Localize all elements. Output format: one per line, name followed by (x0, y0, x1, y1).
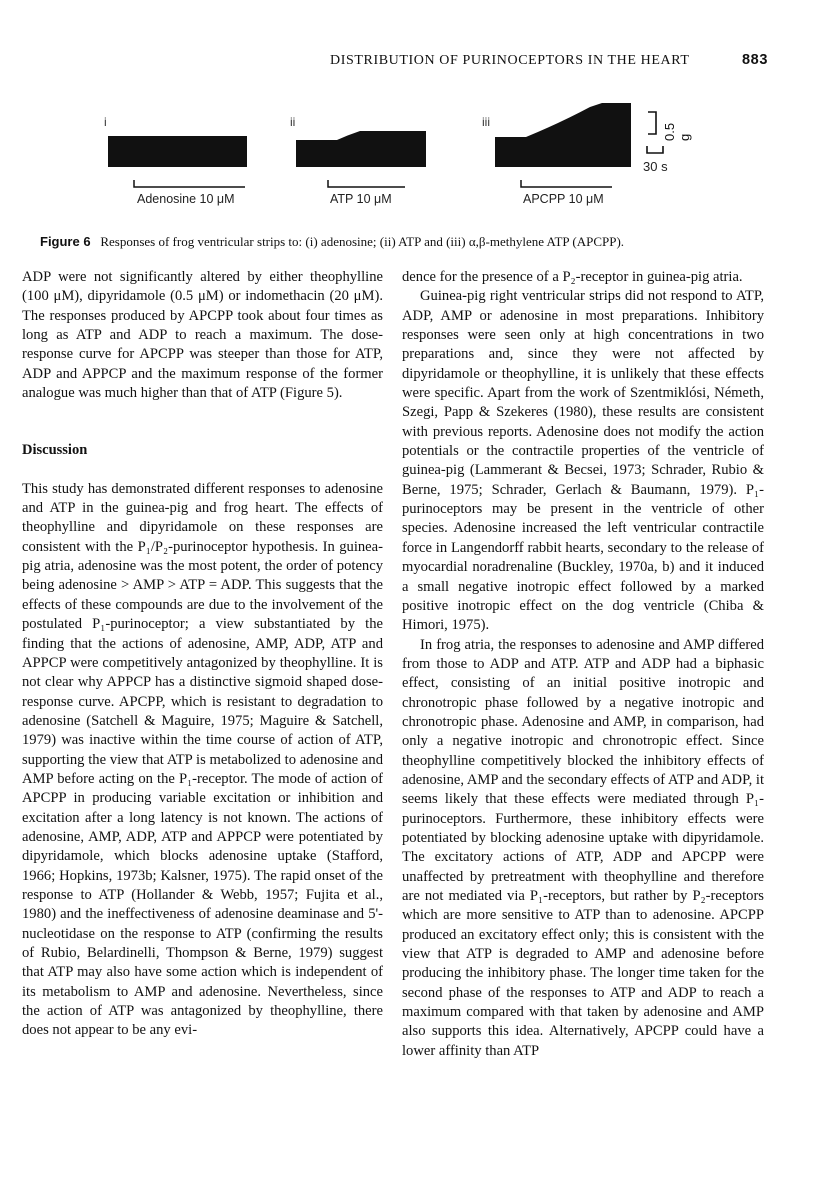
running-header (330, 53, 768, 75)
page-number: 883 (742, 52, 768, 68)
left-paragraph-2: This study has demonstrated different responses to adenosine and ATP in the guinea-pig and frog heart. The effects of theophylline and dipyridamole on these responses are consistent with the P₁/P₂-purinoceptor hypothesis. In guinea-pig atria, adenosine was the most potent, the order of potency being adenosine > AMP > ATP = ADP. This suggests that the effects of these compounds are due to the involvement of the postulated P₁-purinoceptor; a view substantiated by the finding that the actions of adenosine, AMP, ADP, ATP and APPCP were competitively antagonized by theophylline. It is not clear why APPCP has a distinctive sigmoid shaped dose-response curve. APCPP, which is resistant to degradation to adenosine (Satchell & Maguire, 1975; Maguire & Satchell, 1979) was inactive within the time course of action of ATP, supporting the view that ATP is metabolized to adenosine and AMP before acting on the P₁-receptor. The mode of action of APCPP in producing variable excitation or inhibition and excitation after a long latency is not known. The actions of adenosine, AMP, ADP, ATP and APPCP were potentiated by dipyridamole, which blocks adenosine uptake (Stafford, 1966; Hopkins, 1973b; Kalsner, 1975). The rapid onset of the response to ATP (Hollander & Webb, 1957; Fujita et al., 1980) and the ineffectiveness of adenosine deaminase and 5'-nucleotidase on the response to ATP (confirming the results of Rubio, Belardinelli, Thompson & Berne, 1979) suggest that ATP may also have some action which is independent of its metabolism to AMP and adenosine. Nevertheless, since the action of ATP was antagonized by theophylline, there does not appear to be any evi- (22, 480, 383, 1039)
scale-label-time: 30 s (643, 159, 668, 174)
panel-label-iii: iii (482, 115, 490, 129)
bar-atp (328, 180, 405, 187)
right-paragraph-2: Guinea-pig right ventricular strips did not respond to ATP, ADP, AMP or adenosine in most preparations. Inhibitory responses were seen only at high concentrations in two preparations and, since they were not affected by dipyridamole or theophylline, it is unlikely that these effects were specific. Apart from the work of Szentmiklósi, Németh, Szegi, Papp & Szekeres (1980), these results are consistent with previous reports. Adenosine does not modify the action potentials or the contractile properties of the ventricle of guinea-pig (Lammerant & Becsei, 1973; Schrader, Rubio & Berne, 1975; Schrader, Gerlach & Baumann, 1979). P₁-purinoceptors may be present in the ventricle of other species. Adenosine increased the left ventricular contractile force in Langendorff rabbit hearts, secondary to the release of myocardial noradrenaline (Buckley, 1970a, b) and it induced a small negative inotropic effect followed by a marked positive inotropic effect on the dog ventricle (Chiba & Himori, 1975). (402, 288, 764, 634)
figure-caption (40, 234, 780, 250)
running-title: DISTRIBUTION OF PURINOCEPTORS IN THE HEART (330, 53, 690, 68)
caption-text: Responses of frog ventricular strips to: (i) adenosine; (ii) ATP and (iii) α,β-methylene ATP (APCPP). (100, 234, 625, 249)
trace-apcpp (495, 103, 631, 167)
right-paragraph-3: In frog atria, the responses to adenosine and AMP differed from those to ADP and ATP. ATP and ADP had a biphasic effect, consisting of an initial positive inotropic and chronotropic phase followed by a negative inotropic and chronotropic phase. Adenosine and AMP, in comparison, had only a negative inotropic and chronotropic effect. Since theophylline competitively blocked the inhibitory effects of adenosine, AMP and the secondary effects of ATP and ADP, it seems likely that these effects were mediated through P₁-purinoceptors. Furthermore, these inhibitory effects were potentiated by blocking adenosine uptake with dipyridamole. The excitatory actions of ATP, ADP and APCPP were unaffected by pretreatment with theophylline and therefore are not mediated via P₁-receptors, but rather by P₂-receptors which are more sensitive to ATP than to adenosine. APCPP produced an excitatory effect only; this is consistent with the view that ATP is degraded to AMP and adenosine before producing the inhibitory phase. The longer time taken for the second phase of the responses to ATP and ADP to reach a maximum compared with that taken by adenosine and AMP also supports this idea. Alternatively, APCPP could have a lower affinity than ATP (402, 636, 764, 1059)
drug-label-atp: ATP 10 μM (330, 192, 392, 206)
bar-apcpp (521, 180, 612, 187)
figure-6 (90, 95, 690, 220)
trace-adenosine (108, 136, 247, 167)
scale-bar-time (647, 146, 663, 153)
caption-label: Figure 6 (40, 234, 91, 249)
discussion-heading: Discussion (22, 442, 88, 459)
panel-label-ii: ii (290, 115, 296, 129)
trace-atp (296, 131, 426, 167)
left-column (22, 268, 383, 1041)
scale-bar-force (648, 112, 656, 134)
drug-label-adenosine: Adenosine 10 μM (137, 192, 235, 206)
bar-adenosine (134, 180, 245, 187)
panel-label-i: i (104, 115, 107, 129)
scale-label-force: 0.5 g (662, 122, 692, 141)
right-paragraph-1: dence for the presence of a P₂-receptor in guinea-pig atria. (402, 269, 743, 285)
drug-label-apcpp: APCPP 10 μM (523, 192, 604, 206)
left-paragraph-1: ADP were not significantly altered by either theophylline (100 μM), dipyridamole (0.5 μM) or indomethacin (20 μM). The responses produced by APCPP took about four times as long as ATP and ADP to reach a maximum. The dose-response curve for APCPP was steeper than those for ATP, ADP and APPCP and the maximum response of the former analogue was much higher than that of ATP (Figure 5). (22, 269, 383, 402)
right-column (402, 268, 764, 1061)
